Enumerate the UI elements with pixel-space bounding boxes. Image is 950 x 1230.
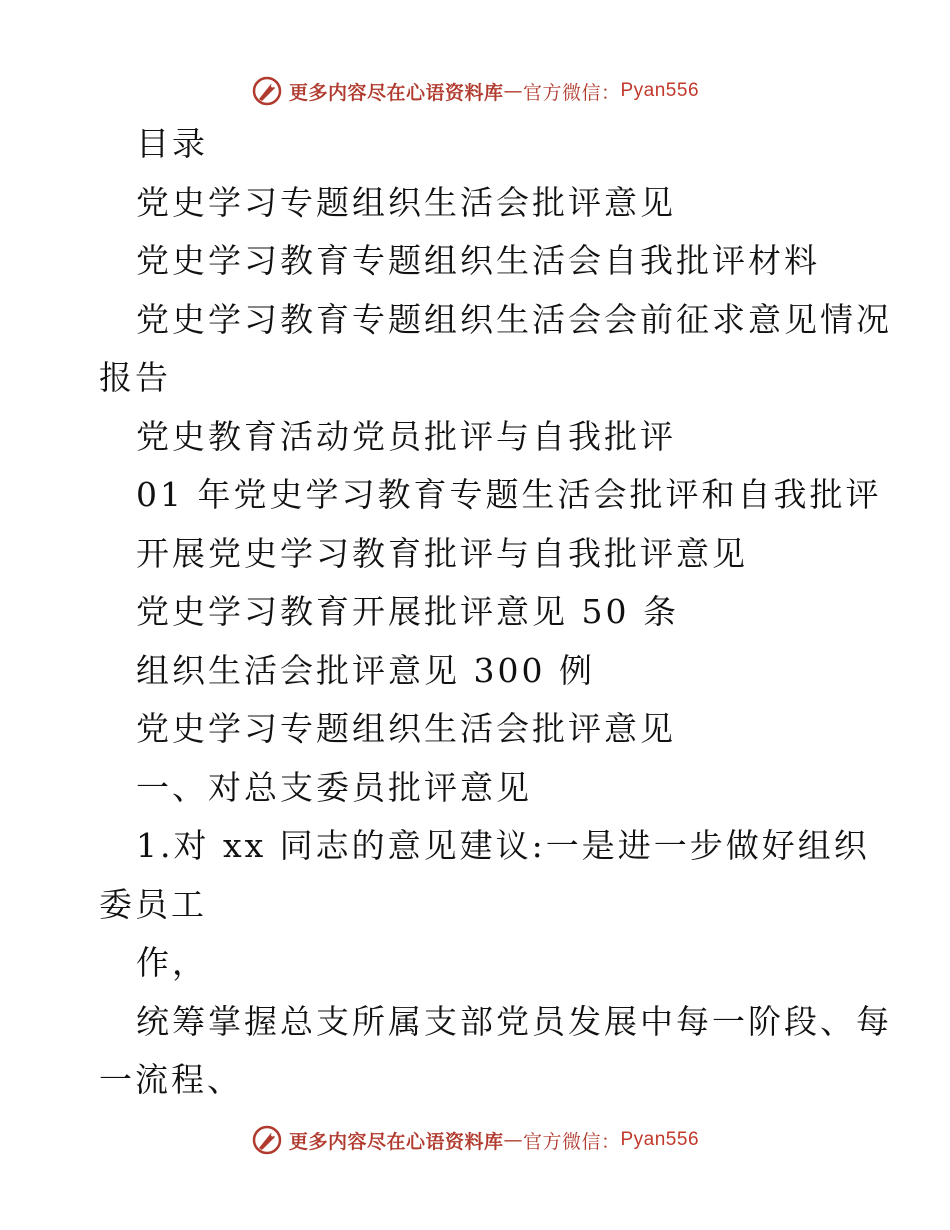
pen-nib-logo-icon [251,1124,283,1156]
body-line: 党史学习教育开展批评意见 50 条 [136,592,679,631]
footer-banner-separator: — [503,1129,523,1151]
body-line: 党史学习专题组织生活会批评意见 [136,182,676,222]
body-line: 目录 [136,124,208,163]
body-line: 委员工 [99,884,207,924]
body-line: 党史学习教育专题组织生活会自我批评材料 [136,241,820,280]
footer-banner-wechat-id: Pyan556 [620,1129,700,1150]
body-line: 一流程、 [99,1060,243,1099]
header-banner-text: 更多内容尽在心语资料库 [288,81,504,104]
body-line: 开展党史学习教育批评与自我批评意见 [136,533,748,573]
body-line: 作， [136,943,208,982]
body-line: 党史学习教育专题组织生活会会前征求意见情况 [136,299,892,339]
header-banner [0,71,950,111]
body-line: 报告 [99,358,171,397]
body-line: 1.对 xx 同志的意见建议:一是进一步做好组织 [136,826,870,865]
header-banner-wechat-label: 官方微信： [522,81,621,104]
body-line: 党史学习专题组织生活会批评意见 [136,709,676,748]
body-line: 党史教育活动党员批评与自我批评 [136,416,676,456]
body-line: 01 年党史学习教育专题生活会批评和自我批评 [136,475,882,514]
footer-banner [0,1120,950,1160]
header-banner-wechat-id: Pyan556 [620,80,700,101]
header-banner-separator: — [503,80,523,102]
body-line: 一、对总支委员批评意见 [136,767,532,807]
body-line: 组织生活会批评意见 300 例 [136,650,595,690]
footer-banner-text: 更多内容尽在心语资料库 [288,1130,504,1153]
body-line: 统筹掌握总支所属支部党员发展中每一阶段、每 [136,1001,892,1041]
pen-nib-logo-icon [251,75,283,107]
document-body [99,115,892,1110]
footer-banner-wechat-label: 官方微信： [522,1130,621,1153]
